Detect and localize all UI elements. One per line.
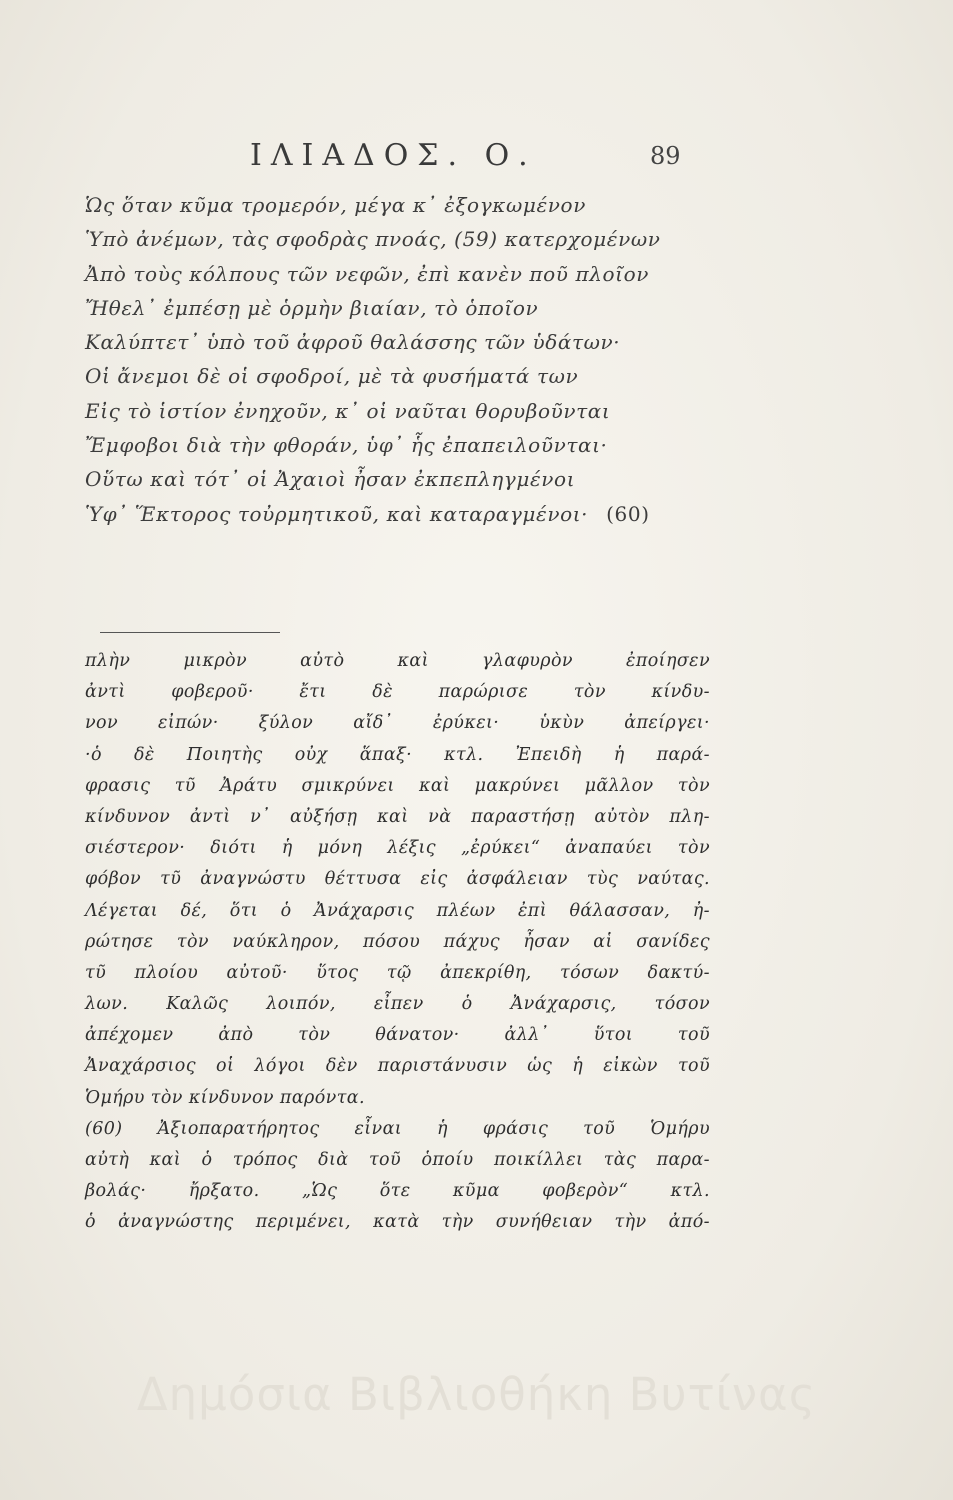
verse-block: [85, 188, 705, 531]
note-line: ρώτησε τὸν ναύκληρον, πόσου πάχυς ἦσαν αἱ σανίδες: [85, 931, 710, 952]
footnotes-block: [85, 646, 710, 1239]
note-line: αὐτὴ καὶ ὁ τρόπος διὰ τοῦ ὁποίυ ποικίλλει τὰς παρα-: [85, 1150, 710, 1170]
note-line: (60) Ἀξιοπαρατήρητος εἶναι ἡ φράσις τοῦ Ὁμήρυ: [85, 1118, 710, 1139]
note-line: φόβον τῦ ἀναγνώστυ θέττυσα εἰς ἀσφάλειαν τὺς ναύτας.: [85, 869, 710, 890]
note-line: Λέγεται δέ, ὅτι ὁ Ἀνάχαρσις πλέων ἐπὶ θάλασσαν, ἠ-: [85, 900, 710, 921]
verse-line: Οὕτω καὶ τότ᾽ οἱ Ἀχαιοὶ ἦσαν ἐκπεπληγμένοι: [85, 467, 576, 492]
note-line: βολάς· ἤρξατο. „Ὡς ὅτε κῦμα φοβερὸν“ κτλ.: [85, 1181, 710, 1202]
page-number: 89: [650, 142, 681, 170]
note-line: νον εἰπών· ξύλον αἴδ᾽ ἐρύκει· ὑκὺν ἀπείργει·: [85, 713, 710, 734]
verse-line: Καλύπτετ᾽ ὑπὸ τοῦ ἀφροῦ θαλάσσης τῶν ὑδάτων·: [85, 330, 621, 355]
note-line: ὁ ἀναγνώστης περιμένει, κατὰ τὴν συνήθειαν τὴν ἀπό-: [85, 1212, 710, 1233]
verse-line: Ἀπὸ τοὺς κόλπους τῶν νεφῶν, ἐπὶ κανὲν ποῦ πλοῖον: [85, 261, 650, 286]
note-line: ·ὁ δὲ Ποιητὴς οὐχ ἅπαξ· κτλ. Ἐπειδὴ ἡ παρά-: [85, 744, 710, 765]
library-watermark: Δημόσια Βιβλιοθήκη Βυτίνας: [136, 1368, 817, 1421]
verse-line: Ὡς ὅταν κῦμα τρομερόν, μέγα κ᾽ ἐξογκωμένον: [85, 193, 586, 217]
running-title: ΙΛΙΑΔΟΣ. Ο.: [250, 138, 537, 173]
verse-line: Ὑπὸ ἀνέμων, τὰς σφοδρὰς πνοάς, (59) κατερχομένων: [85, 227, 661, 252]
footnote-separator: [100, 632, 280, 633]
note-line: κίνδυνον ἀντὶ ν᾽ αὐξήσῃ καὶ νὰ παραστήσῃ αὐτὸν πλη-: [85, 806, 710, 827]
verse-line: Οἱ ἄνεμοι δὲ οἱ σφοδροί, μὲ τὰ φυσήματά των: [85, 364, 579, 389]
note-line: φρασις τῦ Ἀράτυ σμικρύνει καὶ μακρύνει μᾶλλον τὸν: [85, 775, 710, 796]
verse-line: Ἤθελ᾽ ἐμπέσῃ μὲ ὁρμὴν βιαίαν, τὸ ὁποῖον: [85, 295, 539, 320]
note-line: σιέστερον· διότι ἡ μόνη λέξις „ἐρύκει“ ἀναπαύει τὸν: [85, 838, 710, 859]
verse-line-with-note: [85, 497, 705, 531]
note-line: πλὴν μικρὸν αὐτὸ καὶ γλαφυρὸν ἐποίησεν: [85, 651, 710, 671]
note-line: Ἀναχάρσιος οἱ λόγοι δὲν παριστάνυσιν ὡς ἡ εἰκὼν τοῦ: [85, 1056, 710, 1077]
line-note-marker: (60): [606, 501, 650, 526]
note-line: ἀντὶ φοβεροῦ· ἔτι δὲ παρώρισε τὸν κίνδυ-: [85, 682, 710, 703]
note-line: τῦ πλοίου αὐτοῦ· ὕτος τῷ ἀπεκρίθη, τόσων δακτύ-: [85, 962, 710, 983]
note-line: λων. Καλῶς λοιπόν, εἶπεν ὁ Ἀνάχαρσις, τόσον: [85, 994, 710, 1015]
page-header: [0, 138, 953, 178]
note-line: Ὁμήρυ τὸν κίνδυνον παρόντα.: [85, 1087, 365, 1108]
verse-line: Εἰς τὸ ἱστίον ἐνηχοῦν, κ᾽ οἱ ναῦται θορυβοῦνται: [85, 398, 611, 423]
verse-line-text: Ὑφ᾽ Ἕκτορος τοὐρμητικοῦ, καὶ καταραγμένοι·: [85, 501, 589, 526]
note-line: ἀπέχομεν ἀπὸ τὸν θάνατον· ἀλλ᾽ ὕτοι τοῦ: [85, 1025, 710, 1046]
verse-line: Ἔμφοβοι διὰ τὴν φθοράν, ὑφ᾽ ἧς ἐπαπειλοῦνται·: [85, 433, 608, 458]
